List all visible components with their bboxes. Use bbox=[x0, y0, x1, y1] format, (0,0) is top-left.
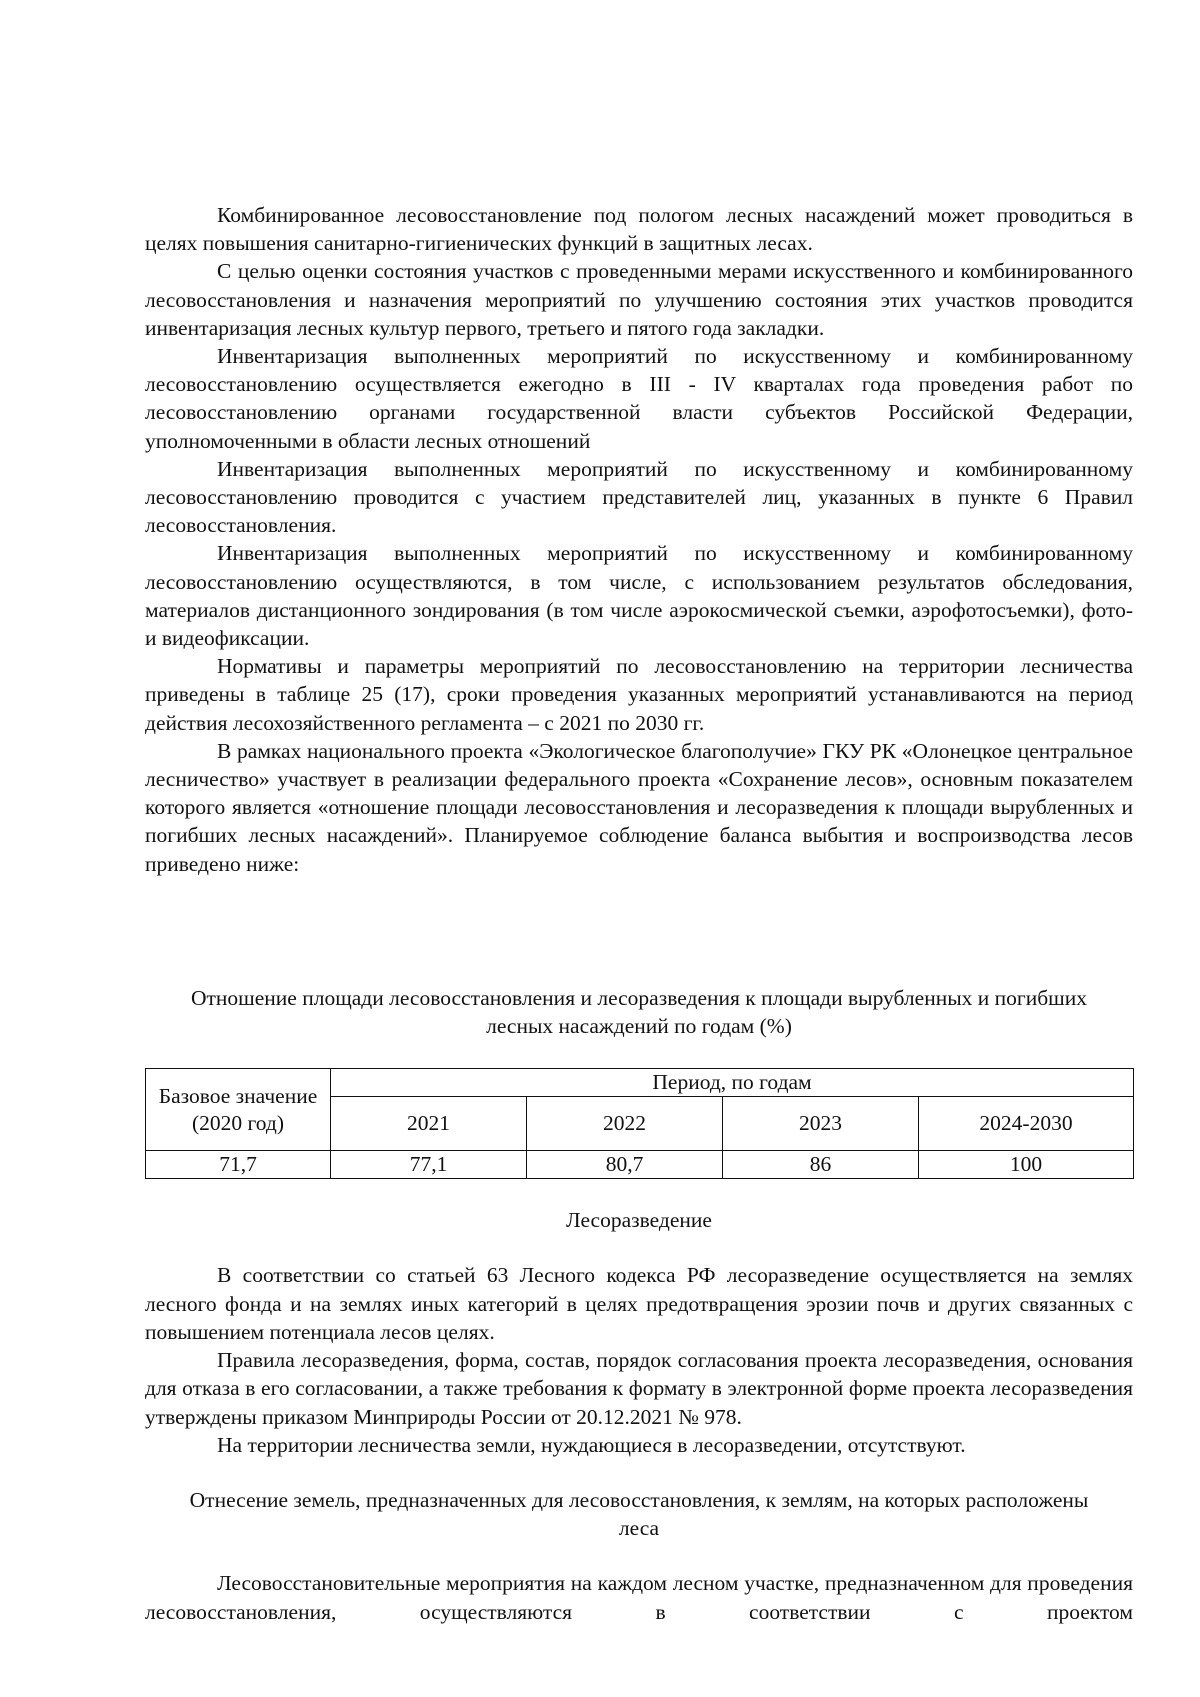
year-header: 2024-2030 bbox=[919, 1097, 1134, 1151]
spacer bbox=[145, 1234, 1133, 1261]
paragraph-inventory-methods: Инвентаризация выполненных мероприятий по искусственному и комбинированному лесовосстановлению осуществляются, в том числе, с использованием результатов обследования, материалов дистанционного зондирования (в том числе аэрокосмической съемки, аэрофотосъемки), фото- и видеофиксации. bbox=[145, 541, 1133, 651]
table-row bbox=[146, 1151, 1134, 1179]
year-header: 2021 bbox=[331, 1097, 527, 1151]
spacer bbox=[145, 1179, 1133, 1206]
table-cell: 86 bbox=[723, 1151, 919, 1179]
document-content bbox=[145, 201, 1133, 1626]
paragraph-combined-restoration: Комбинированное лесовосстановление под пологом лесных насаждений может проводиться в целях повышения санитарно-гигиенических функций в защитных лесах. bbox=[145, 203, 1133, 256]
period-header: Период, по годам bbox=[331, 1069, 1134, 1097]
paragraph-inventory-purpose: С целью оценки состояния участков с проведенными мерами искусственного и комбинированного лесовосстановления и назначения мероприятий по улучшению состояния этих участков проводится инвентаризация лесных культур первого, третьего и пятого года закладки. bbox=[145, 259, 1133, 340]
paragraph-national-project: В рамках национального проекта «Экологическое благополучие» ГКУ РК «Олонецкое центральное лесничество» участвует в реализации федерального проекта «Сохранение лесов», основным показателем которого является «отношение площади лесовосстановления и лесоразведения к площади вырубленных и погибших лесных насаждений». Планируемое соблюдение баланса выбытия и воспроизводства лесов приведено ниже: bbox=[145, 738, 1133, 876]
balance-table bbox=[145, 1068, 1134, 1179]
base-value-header: Базовое значение (2020 год) bbox=[146, 1069, 331, 1151]
paragraph-afforestation-rules: Правила лесоразведения, форма, состав, порядок согласования проекта лесоразведения, основания для отказа в его согласовании, а также требования к формату в электронной форме проекта лесоразведения утверждены приказом Минприроды России от 20.12.2021 № 978. bbox=[145, 1348, 1133, 1429]
section-title-afforestation: Лесоразведение bbox=[566, 1208, 712, 1233]
spacer bbox=[145, 1459, 1133, 1486]
table-cell: 71,7 bbox=[146, 1151, 331, 1179]
table-header-row bbox=[146, 1069, 1134, 1097]
table-caption: Отношение площади лесовосстановления и лесоразведения к площади вырубленных и погибших лесных насаждений по годам (%) bbox=[191, 985, 1087, 1039]
section-title-lands: Отнесение земель, предназначенных для лесовосстановления, к землям, на которых расположены леса bbox=[189, 1487, 1089, 1541]
table-cell: 80,7 bbox=[527, 1151, 723, 1179]
year-header: 2023 bbox=[723, 1097, 919, 1151]
year-header: 2022 bbox=[527, 1097, 723, 1151]
paragraph-lands-measures: Лесовосстановительные мероприятия на каждом лесном участке, предназначенном для проведения лесовосстановления, осуществляются в соответствии с проектом bbox=[145, 1571, 1133, 1624]
paragraph-afforestation-article: В соответствии со статьей 63 Лесного кодекса РФ лесоразведение осуществляется на землях лесного фонда и на землях иных категорий в целях предотвращения эрозии почв и других связанных с повышением потенциала лесов целях. bbox=[145, 1263, 1133, 1344]
table-cell: 100 bbox=[919, 1151, 1134, 1179]
spacer bbox=[145, 878, 1133, 984]
table-cell: 77,1 bbox=[331, 1151, 527, 1179]
paragraph-inventory-timing: Инвентаризация выполненных мероприятий по искусственному и комбинированному лесовосстановлению осуществляется ежегодно в III - IV кварталах года проведения работ по лесовосстановлению органами государственной власти субъектов Российской Федерации, уполномоченными в области лесных отношений bbox=[145, 344, 1133, 453]
paragraph-norms-parameters: Нормативы и параметры мероприятий по лесовосстановлению на территории лесничества приведены в таблице 25 (17), сроки проведения указанных мероприятий устанавливаются на период действия лесохозяйственного регламента – с 2021 по 2030 гг. bbox=[145, 654, 1133, 735]
paragraph-inventory-participants: Инвентаризация выполненных мероприятий по искусственному и комбинированному лесовосстановлению проводится с участием представителей лиц, указанных в пункте 6 Правил лесовосстановления. bbox=[145, 456, 1133, 538]
spacer bbox=[145, 1542, 1133, 1569]
paragraph-afforestation-absent: На территории лесничества земли, нуждающиеся в лесоразведении, отсутствуют. bbox=[217, 1432, 966, 1457]
